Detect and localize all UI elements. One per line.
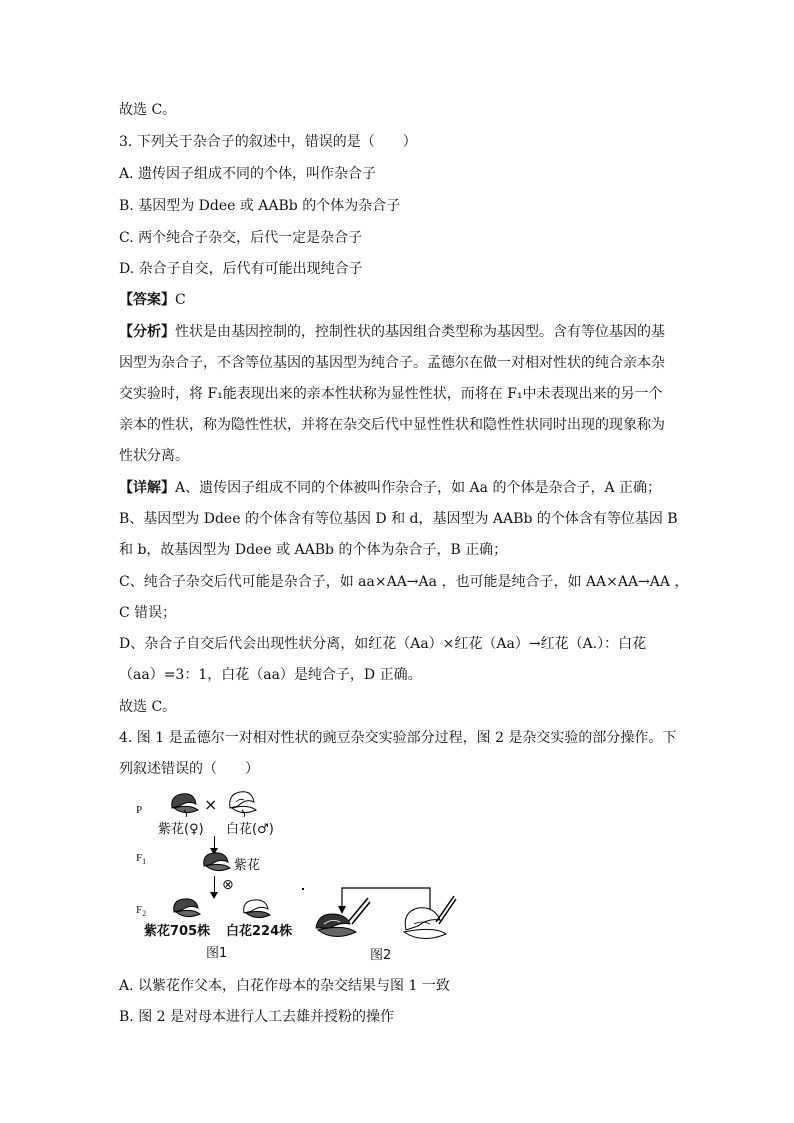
q3-detail-line-2: B、基因型为 Ddee 的个体含有等位基因 D 和 d，基因型为 AABb 的个体含有等位基因 B [119, 511, 678, 527]
q3-option-b: B. 基因型为 Ddee 或 AABb 的个体为杂合子 [119, 198, 401, 214]
f1-purple-flower-icon [200, 850, 234, 876]
q3-stem: 3. 下列关于杂合子的叙述中，错误的是（ ） [119, 134, 417, 150]
q3-detail-line-4: C、纯合子杂交后代可能是杂合子，如 aa×AA→Aa ，也可能是纯合子，如 AA×AA→AA ， [119, 574, 689, 590]
self-cross-symbol: ⊗ [222, 877, 234, 893]
f2-purple-count: 紫花705株 [144, 924, 211, 939]
q3-detail-line-3: 和 b，故基因型为 Ddee 或 AABb 的个体为杂合子，B 正确； [119, 542, 508, 558]
q4-option-b: B. 图 2 是对母本进行人工去雄并授粉的操作 [119, 1009, 394, 1025]
q3-analysis-line-2: 因型为杂合子，不含等位基因的基因型为纯合子。孟德尔在做一对相对性状的纯合亲本杂 [119, 355, 665, 371]
white-flower-icon [226, 788, 260, 818]
q3-analysis-line-5: 性状分离。 [119, 448, 189, 464]
analysis-label: 【分析】 [119, 324, 175, 340]
f2-purple-label [144, 920, 210, 939]
detail-text: A、遗传因子组成不同的个体被叫作杂合子，如 Aa 的个体是杂合子，A 正确； [175, 480, 662, 496]
q3-option-d: D. 杂合子自交，后代有可能出现纯合子 [119, 261, 363, 277]
figure-1-caption: 图1 [206, 946, 228, 961]
q3-option-c: C. 两个纯合子杂交，后代一定是杂合子 [119, 230, 363, 246]
f2-subscript: 2 [142, 909, 147, 919]
f2-white-label [226, 920, 292, 939]
figure-2-caption: 图2 [370, 948, 392, 963]
detail-label: 【详解】 [119, 480, 175, 496]
q3-option-a: A. 遗传因子组成不同的个体，叫作杂合子 [119, 166, 377, 182]
generation-f1-label [136, 852, 146, 866]
q3-analysis-line-4: 亲本的性状，称为隐性性状，并将在杂交后代中显性性状和隐性性状同时出现的现象称为 [119, 417, 665, 433]
analysis-text: 性状是由基因控制的，控制性状的基因组合类型称为基因型。含有等位基因的基 [175, 324, 665, 340]
arrowhead-f1-to-f2 [210, 892, 218, 899]
p-white-label: 白花(♂) [226, 822, 274, 837]
f2-purple-flower-icon [170, 896, 204, 922]
f1-subscript: 1 [142, 857, 147, 867]
q4-stem-line-2: 列叙述错误的（ ） [119, 761, 259, 777]
q4-stem-line-1: 4. 图 1 是孟德尔一对相对性状的豌豆杂交实验部分过程，图 2 是杂交实验的部分操作。下 [119, 730, 677, 746]
stray-dot [302, 888, 304, 890]
cross-symbol: × [204, 795, 218, 814]
answer-label: 【答案】 [119, 292, 175, 308]
generation-p-label: P [136, 804, 143, 816]
answer-value: C [175, 292, 186, 308]
q3-analysis-line-3: 交实验时，将 F₁能表现出来的亲本性状称为显性性状，而将在 F₁中未表现出来的另一个 [119, 386, 663, 402]
q3-detail-line-5: C 错误； [119, 605, 177, 621]
q3-detail-line-6: D、杂合子自交后代会出现性状分离，如红花（Aa）×红花（Aa）→红花（A.）：白花 [119, 636, 647, 652]
q3-answer [119, 290, 679, 310]
f2-letter: F [136, 904, 143, 916]
f1-label: 紫花 [234, 858, 261, 873]
intro-conclusion: 故选 C。 [119, 102, 177, 118]
purple-flower-icon [168, 790, 202, 818]
q4-option-a: A. 以紫花作父本，白花作母本的杂交结果与图 1 一致 [119, 978, 450, 994]
generation-f2-label [136, 904, 146, 918]
pollination-operation-icon [310, 884, 460, 944]
f1-letter: F [136, 852, 143, 864]
f2-white-count: 白花224株 [226, 924, 293, 939]
p-purple-label: 紫花(♀) [158, 822, 204, 837]
q3-detail-line-1 [119, 478, 679, 498]
q3-detail-line-7: （aa）=3：1，白花（aa）是纯合子，D 正确。 [119, 667, 422, 683]
q3-conclusion: 故选 C。 [119, 699, 177, 715]
q3-analysis-line-1 [119, 322, 679, 342]
